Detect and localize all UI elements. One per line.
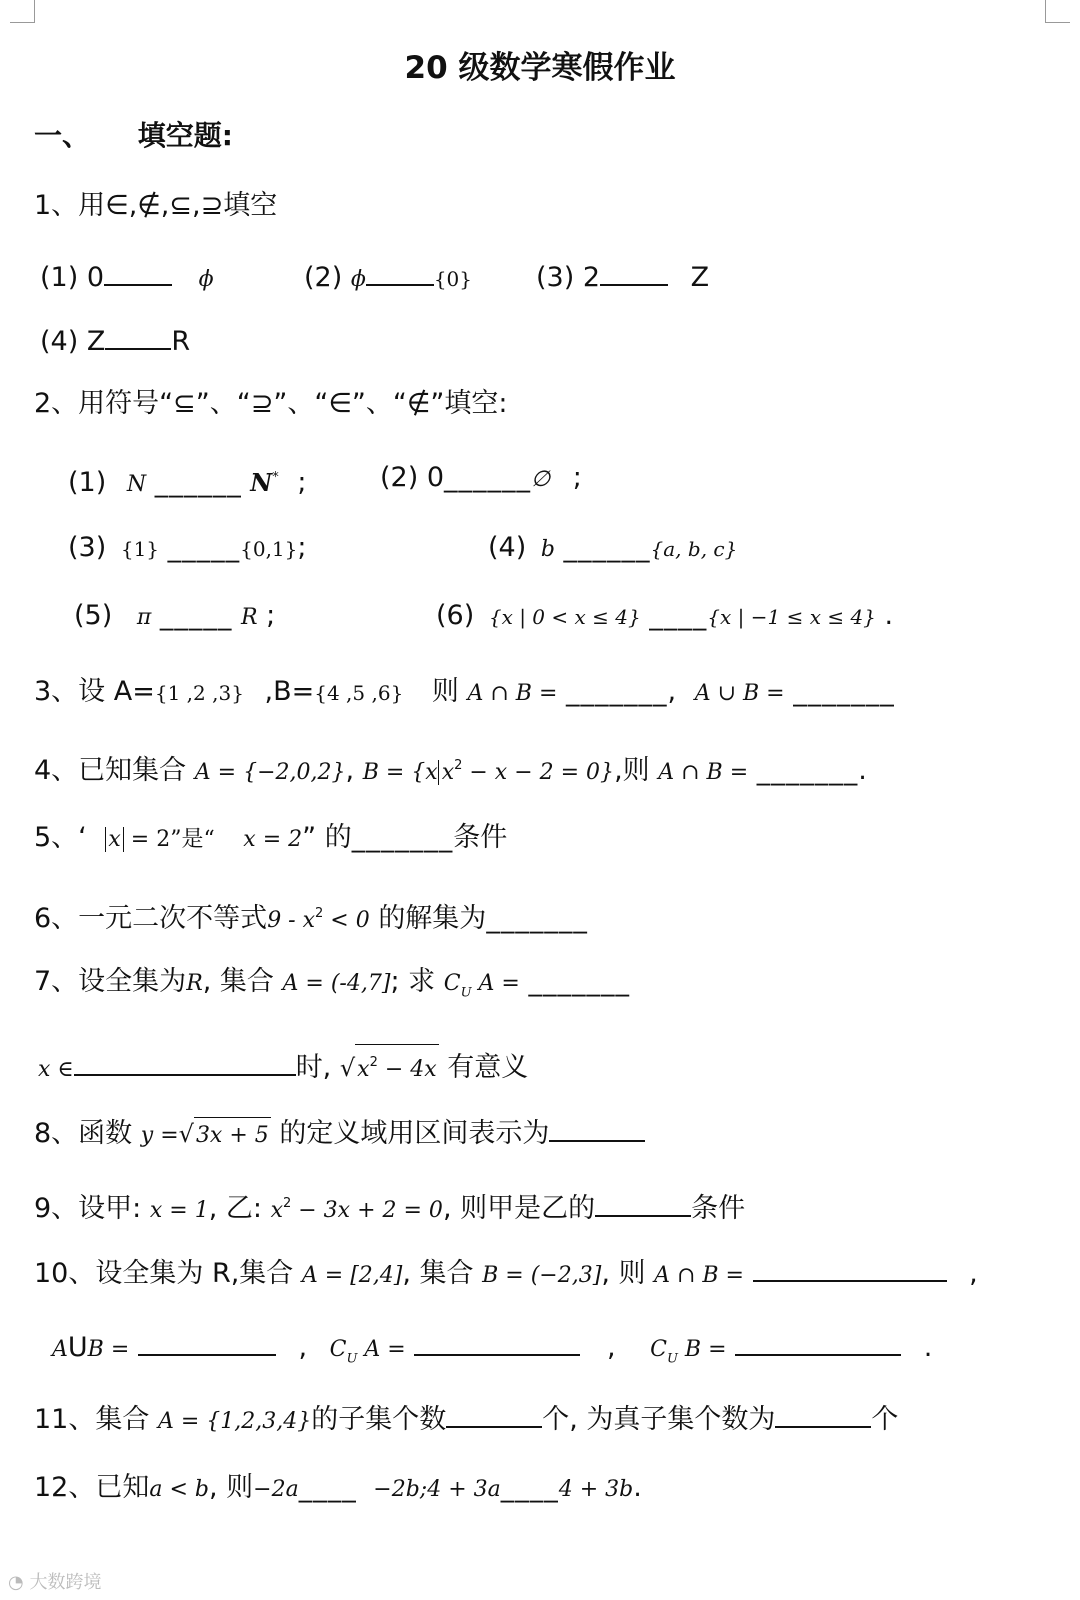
q3-text: ,B= [264, 676, 315, 707]
empty-set-symbol: ∅ [531, 467, 551, 492]
question-6 [34, 896, 1050, 939]
q5-text: 5、‘ [34, 822, 87, 853]
complement-c: C [443, 971, 461, 996]
q12-text: 12、已知 [34, 1472, 150, 1503]
semicolon: ; [297, 532, 307, 563]
comma: , [345, 755, 355, 786]
condition-yi: − 3x + 2 = 0 [291, 1198, 443, 1223]
reals-symbol: R [186, 971, 203, 996]
q2-item-4: (4) [488, 532, 527, 563]
subscript-u: U [460, 985, 472, 1001]
equation: x = 2 [243, 827, 303, 852]
q10-text: , 则 [601, 1258, 646, 1289]
set-b: B = (−2,3] [482, 1263, 602, 1288]
set-b-open: B = {x [362, 760, 438, 785]
q1-item-1: (1) 0 [40, 262, 105, 293]
blank[interactable]: ____ [298, 1472, 357, 1503]
q6-text: 的解集为 [378, 903, 487, 934]
q1-item-2: (2) [304, 262, 351, 293]
blank[interactable] [414, 1328, 580, 1356]
q8-text: 的定义域用区间表示为 [279, 1118, 550, 1149]
element-b: b [540, 537, 555, 562]
expression: −2a [253, 1477, 299, 1502]
q2-item-2: (2) 0 [380, 462, 445, 493]
x-element-of: x ∈ [38, 1057, 74, 1082]
complement-c: C [329, 1337, 347, 1362]
complement-expr: A = [357, 1337, 406, 1362]
inequality: a < b [149, 1477, 209, 1502]
q11-text: 的子集个数 [311, 1404, 447, 1435]
subscript-u: U [666, 1351, 678, 1367]
q5-text: = 2”是“ [123, 827, 215, 852]
set-literal: {1} [120, 537, 160, 561]
empty-set-symbol: ϕ [198, 267, 214, 292]
q9-text: , 乙: [208, 1193, 262, 1224]
set-literal: {0} [433, 267, 473, 291]
intersection-expr: A ∩ B = [654, 1263, 744, 1288]
q12-text: , 则 [208, 1472, 254, 1503]
question-12 [34, 1470, 1050, 1508]
q2-item-5: (5) [74, 600, 113, 631]
exponent: 2 [369, 1055, 378, 1070]
exponent: 2 [282, 1196, 292, 1211]
inequality-lhs: 9 - x [267, 908, 316, 933]
blank[interactable] [74, 1048, 296, 1076]
q4-text: ,则 [614, 755, 650, 786]
blank[interactable] [138, 1328, 276, 1356]
equation-rest: − x − 2 = 0} [462, 760, 615, 785]
period: . [858, 755, 867, 786]
page-title: 20 级数学寒假作业 [404, 50, 676, 86]
q10-text: , 集合 [402, 1258, 474, 1289]
question-5 [34, 820, 1050, 858]
set-literal: {1 ,2 ,3} [154, 681, 244, 705]
watermark-logo-icon: ◔ [8, 1572, 24, 1593]
blank[interactable] [600, 258, 668, 286]
q11-text: 个 [871, 1404, 899, 1435]
question-10 [34, 1254, 1050, 1294]
q7-text: ; 求 [390, 966, 436, 997]
q1-item-3: (3) 2 [536, 262, 601, 293]
question-7 [34, 964, 1050, 1011]
comma: , [606, 1332, 616, 1363]
set-a: A [52, 1337, 68, 1362]
blank[interactable]: ____ [649, 600, 708, 631]
positive-naturals: N [250, 468, 273, 497]
reals-symbol: R [241, 605, 258, 630]
exponent: 2 [315, 906, 324, 921]
set-literal: {0,1} [240, 537, 298, 561]
q5-text: ” 的 [302, 822, 352, 853]
q7-text: , 集合 [202, 966, 274, 997]
blank[interactable] [753, 1254, 947, 1282]
expression: 4 + 3b [558, 1477, 634, 1502]
blank[interactable]: ______ [563, 532, 651, 563]
union-expr: A ∪ B = [694, 681, 785, 706]
blank[interactable] [105, 322, 171, 350]
q7-text: 7、设全集为 [34, 966, 187, 997]
period: . [633, 1472, 642, 1503]
blank[interactable] [104, 258, 172, 286]
q10-text: 10、设全集为 R,集合 [34, 1258, 294, 1289]
variable-x: x [270, 1198, 283, 1223]
question-4 [34, 748, 1050, 791]
blank[interactable] [595, 1189, 691, 1217]
question-2-stem: 2、用符号“⊆”、“⊇”、“∈”、“∉”填空: [34, 388, 508, 419]
variable-x: x [438, 760, 454, 785]
pi-symbol: π [136, 605, 152, 630]
q3-text: 则 [431, 676, 459, 707]
q9-text: , 则甲是乙的 [442, 1193, 596, 1224]
comma: , [298, 1332, 308, 1363]
blank[interactable]: _______ [486, 903, 588, 934]
intersection-expr: A ∩ B = [658, 760, 749, 785]
q4-text: 4、已知集合 [34, 755, 187, 786]
q8-text: 8、函数 [34, 1118, 133, 1149]
set-a: A = {−2,0,2} [194, 760, 346, 785]
condition-jia: x = 1 [149, 1198, 209, 1223]
set-a: A = {1,2,3,4} [157, 1409, 312, 1434]
q11-text: 个, 为真子集个数为 [542, 1404, 776, 1435]
blank[interactable]: _____ [167, 532, 241, 563]
intersection-expr: A ∩ B = [467, 681, 558, 706]
question-8: 8、函数 y =√3x + 5 的定义域用区间表示为 [34, 1114, 1050, 1154]
blank[interactable] [775, 1400, 871, 1428]
comma: , [969, 1258, 978, 1289]
exponent: 2 [454, 758, 463, 773]
q9-text: 9、设甲: [34, 1193, 142, 1224]
blank[interactable]: _______ [756, 755, 859, 786]
radicand-rest: − 4x [377, 1057, 437, 1082]
function-y: y = [140, 1123, 179, 1148]
watermark [8, 1568, 101, 1594]
empty-set-symbol: ϕ [350, 267, 366, 292]
blank[interactable] [366, 258, 434, 286]
q3-text: 3、设 A= [34, 676, 155, 707]
q5-text: 条件 [453, 822, 508, 853]
blank[interactable] [446, 1400, 542, 1428]
semicolon: ; [266, 600, 276, 631]
section-label: 填空题: [137, 119, 233, 152]
blank[interactable]: _______ [528, 966, 630, 997]
q7-text: 时, [295, 1052, 332, 1083]
set-a: A = [2,4] [301, 1263, 403, 1288]
superscript: * [272, 470, 279, 485]
q2-item-1: (1) [68, 467, 107, 498]
question-1-stem: 1、用∈,∉,⊆,⊇填空 [34, 190, 278, 221]
union-expr: B = [87, 1337, 130, 1362]
crop-mark-top-right [1045, 0, 1070, 23]
expression: −2b;4 + 3a [373, 1477, 501, 1502]
q2-item-3: (3) [68, 532, 107, 563]
blank[interactable]: ______ [154, 467, 242, 498]
q7-text: 有意义 [447, 1052, 529, 1083]
question-9 [34, 1186, 1050, 1229]
integers-symbol: Z [690, 262, 710, 293]
comma: , [667, 676, 677, 707]
blank[interactable]: ____ [500, 1472, 559, 1503]
question-11 [34, 1400, 1050, 1440]
set-literal: {a, b, c} [650, 537, 738, 561]
set-literal: {4 ,5 ,6} [314, 681, 404, 705]
complement-expr: A = [471, 971, 520, 996]
set-builder: {x | −1 ≤ x ≤ 4} [707, 605, 876, 629]
blank[interactable] [735, 1328, 901, 1356]
q1-item-4: (4) Z [40, 326, 106, 357]
q9-text: 条件 [691, 1193, 746, 1224]
period: . [923, 1332, 933, 1363]
set-a: A = (-4,7] [282, 971, 391, 996]
section-number: 一、 [34, 119, 91, 152]
question-3 [34, 674, 1050, 712]
reals-symbol: R [171, 326, 191, 357]
semicolon: ; [297, 467, 307, 498]
complement-c: C [650, 1337, 667, 1362]
q2-item-6: (6) [436, 600, 475, 631]
subscript-u: U [346, 1351, 358, 1367]
q6-text: 6、一元二次不等式 [34, 903, 268, 934]
blank[interactable]: _____ [159, 600, 233, 631]
section-heading [34, 118, 1050, 154]
radicand: 3x + 5 [194, 1117, 271, 1154]
set-builder: {x | 0 < x ≤ 4} [488, 605, 641, 629]
variable-x: x [357, 1057, 370, 1082]
blank[interactable]: _______ [566, 676, 668, 707]
question-7-part-2: x ∈ 时, $√x^2 - 4x$ 有意义 [34, 1044, 1050, 1088]
union-symbol: U [67, 1332, 88, 1363]
blank[interactable] [549, 1114, 645, 1142]
watermark-text: 大数跨境 [29, 1572, 102, 1593]
blank[interactable]: _______ [351, 822, 454, 853]
blank[interactable]: _______ [793, 676, 895, 707]
abs-x: x [105, 827, 123, 852]
semicolon: ; [572, 462, 582, 493]
crop-mark-top-left [10, 0, 35, 23]
blank[interactable]: ______ [444, 462, 532, 493]
q11-text: 11、集合 [34, 1404, 150, 1435]
complement-expr: B = [677, 1337, 727, 1362]
inequality-rhs: < 0 [323, 908, 370, 933]
period: . [884, 600, 894, 631]
natural-numbers: N [126, 472, 147, 497]
